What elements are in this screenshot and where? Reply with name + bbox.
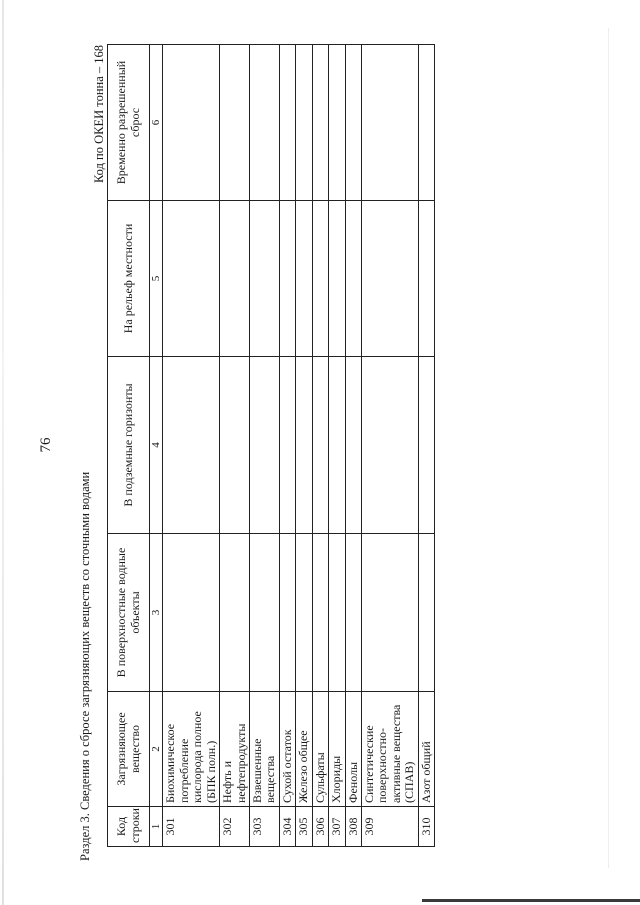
row-substance: Нефть и нефтепродукты [220, 692, 250, 807]
value-cell [362, 201, 419, 357]
value-cell [345, 357, 361, 534]
value-cell [418, 357, 434, 534]
value-cell [418, 201, 434, 357]
row-substance: Сухой остаток [279, 692, 295, 807]
row-substance: Фенолы [345, 692, 361, 807]
column-number: 1 [150, 807, 163, 847]
row-code: 307 [329, 807, 345, 847]
column-header-underground: В подземные горизонты [108, 357, 150, 534]
value-cell [296, 534, 312, 692]
value-cell [329, 534, 345, 692]
table-row [296, 45, 312, 847]
pollutant-discharge-table [107, 44, 435, 847]
value-cell [312, 534, 328, 692]
value-cell [296, 45, 312, 201]
value-cell [163, 45, 220, 201]
column-header-code: Код строки [108, 807, 150, 847]
table-row [329, 45, 345, 847]
table-row [249, 45, 279, 847]
row-code: 306 [312, 807, 328, 847]
value-cell [329, 45, 345, 201]
row-code: 310 [418, 807, 434, 847]
row-substance: Биохимическое потребление кислорода полное (БПК полн.) [163, 692, 220, 807]
column-number: 2 [150, 692, 163, 807]
value-cell [279, 534, 295, 692]
table-row [220, 45, 250, 847]
okei-code: Код по ОКЕИ тонна – 168 [92, 45, 106, 184]
row-substance: Хлориды [329, 692, 345, 807]
table-row [362, 45, 419, 847]
value-cell [362, 534, 419, 692]
value-cell [312, 45, 328, 201]
table-header-row [108, 45, 150, 847]
value-cell [362, 45, 419, 201]
value-cell [163, 201, 220, 357]
row-code: 308 [345, 807, 361, 847]
value-cell [220, 534, 250, 692]
value-cell [249, 201, 279, 357]
column-number: 3 [150, 534, 163, 692]
column-header-surface-water: В поверхностные водные объекты [108, 534, 150, 692]
table-row [163, 45, 220, 847]
value-cell [312, 201, 328, 357]
value-cell [279, 45, 295, 201]
value-cell [220, 357, 250, 534]
value-cell [279, 201, 295, 357]
table-row [279, 45, 295, 847]
value-cell [249, 534, 279, 692]
table-row [312, 45, 328, 847]
row-code: 305 [296, 807, 312, 847]
column-number: 5 [150, 201, 163, 357]
value-cell [345, 534, 361, 692]
column-header-substance: Загрязняющее вещество [108, 692, 150, 807]
value-cell [220, 201, 250, 357]
row-code: 301 [163, 807, 220, 847]
table-row [418, 45, 434, 847]
value-cell [418, 45, 434, 201]
column-header-temporary: Временно разрешенный сброс [108, 45, 150, 201]
value-cell [345, 201, 361, 357]
table-row [345, 45, 361, 847]
value-cell [312, 357, 328, 534]
value-cell [296, 201, 312, 357]
value-cell [362, 357, 419, 534]
column-number: 4 [150, 357, 163, 534]
column-header-terrain: На рельеф местности [108, 201, 150, 357]
column-number-row [150, 45, 163, 847]
row-substance: Синтетические поверхностно-активные вещества (СПАВ) [362, 692, 419, 807]
value-cell [163, 357, 220, 534]
value-cell [249, 357, 279, 534]
value-cell [329, 201, 345, 357]
value-cell [329, 357, 345, 534]
value-cell [279, 357, 295, 534]
section-title: Раздел 3. Сведения о сбросе загрязняющих веществ со сточными водами [78, 471, 92, 861]
value-cell [418, 534, 434, 692]
value-cell [163, 534, 220, 692]
row-code: 303 [249, 807, 279, 847]
value-cell [220, 45, 250, 201]
row-code: 304 [279, 807, 295, 847]
row-substance: Сульфаты [312, 692, 328, 807]
row-substance: Азот общий [418, 692, 434, 807]
column-number: 6 [150, 45, 163, 201]
row-code: 309 [362, 807, 419, 847]
value-cell [296, 357, 312, 534]
page-number: 76 [38, 437, 54, 453]
value-cell [249, 45, 279, 201]
row-code: 302 [220, 807, 250, 847]
row-substance: Взвешенные вещества [249, 692, 279, 807]
value-cell [345, 45, 361, 201]
row-substance: Железо общее [296, 692, 312, 807]
